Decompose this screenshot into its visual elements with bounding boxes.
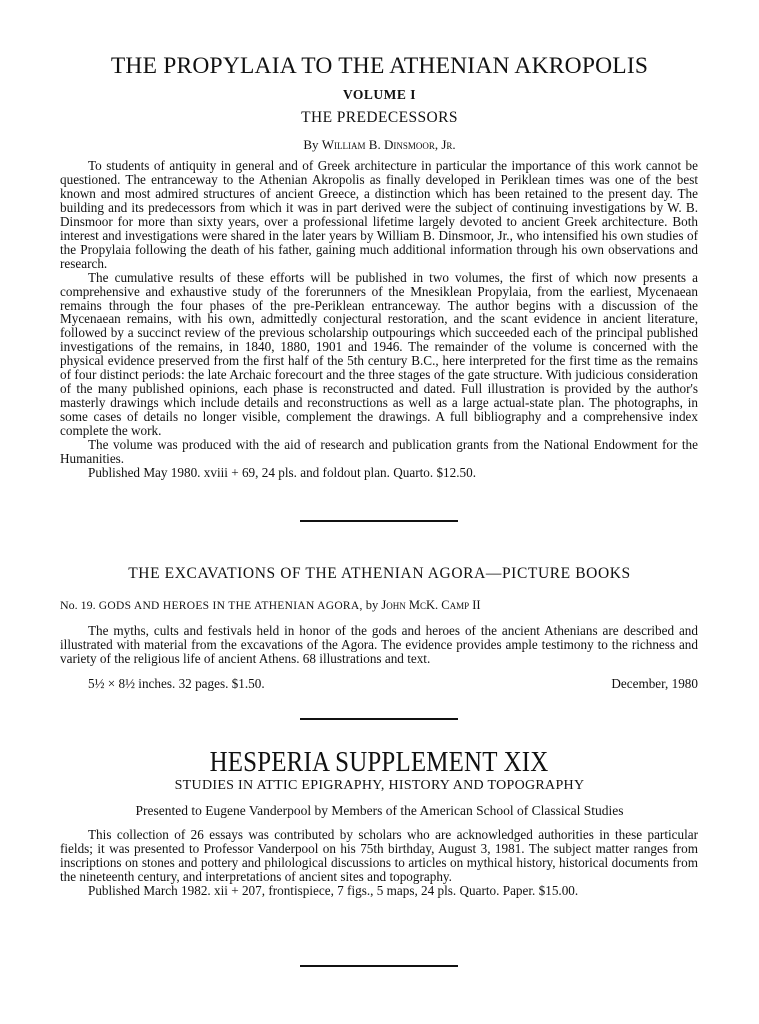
propylaia-subtitle: THE PREDECESSORS [301,109,458,126]
hesperia-publication-info: Published March 1982. xii + 207, frontispiece, 7 figs., 5 maps, 24 pls. Quarto. Paper. $15.00. [88,882,579,898]
agora-by-label: by [365,598,379,612]
agora-book-heading [60,598,698,613]
agora-series-title: THE EXCAVATIONS OF THE ATHENIAN AGORA—PICTURE BOOKS [128,565,631,582]
agora-publication-date: December, 1980 [611,676,698,691]
propylaia-author: William B. Dinsmoor, Jr. [321,137,456,152]
hesperia-title-text: HESPERIA SUPPLEMENT XIX [210,746,549,778]
propylaia-paragraph: The cumulative results of these efforts will be published in two volumes, the first of which now presents a comprehensive and exhaustive study of the forerunners of the Mnesiklean Propylaia, from the earliest, Mycenaean remains through the four phases of the pre-Periklean entranceway. The author begins with a discussion of the Mycenaean remains, with his own, admittedly conjectural restoration, and the scant evidence in ancient literature, followed by a succinct review of the previous scholarship outpourings which succeeded each of the principal published investigations of the remains, in 1840, 1880, 1901 and 1946. The remainder of the volume is concerned with the physical evidence preserved from the first half of the 5th century B.C., here interpreted for the first time as the remains of four distinct periods: the late Archaic forecourt and the three stages of the gate structure. With judicious consideration of the many published opinions, each phase is reconstructed and dated. Full illustration is provided by the author's masterly drawings which include details and reconstructions as well as a large actual-state plan. The photographs, in some cases of details no longer visible, complement the drawings. A full bibliography and a comprehensive index complete the work. [60,269,698,439]
section-divider [300,965,458,967]
hesperia-paragraph: This collection of 26 essays was contributed by scholars who are acknowledged authorities in these particular fields; it was presented to Professor Vanderpool on his 75th birthday, August 3, 1981. The subject matter ranges from inscriptions on stones and pottery and philological discussions to articles on mythical history, historical documents from the nineteenth century, and interpretations of ancient sites and topography. [60,827,698,884]
section-divider [300,718,458,720]
agora-book-title: GODS AND HEROES IN THE ATHENIAN AGORA, [98,600,363,612]
propylaia-title: THE PROPYLAIA TO THE ATHENIAN AKROPOLIS [110,53,649,79]
byline-prefix: By [303,137,319,152]
propylaia-byline [0,137,759,153]
hesperia-subtitle: STUDIES IN ATTIC EPIGRAPHY, HISTORY AND TOPOGRAPHY [174,778,585,793]
agora-description [60,624,698,666]
propylaia-paragraph: The volume was produced with the aid of research and publication grants from the National Endowment for the Humanities. [60,437,698,467]
agora-paragraph: The myths, cults and festivals held in honor of the gods and heroes of the ancient Athenians are described and illustrated with material from the excavations of the Agora. The evidence provides ample testimony to the richness and variety of the religious life of ancient Athens. 68 illustrations and text. [60,623,698,666]
agora-book-details: 5½ × 8½ inches. 32 pages. $1.50. [88,676,265,691]
propylaia-description [60,159,698,480]
hesperia-title [0,746,759,779]
hesperia-dedication: Presented to Eugene Vanderpool by Members of the American School of Classical Studies [135,803,624,818]
agora-book-author: John McK. Camp II [381,598,481,612]
propylaia-volume: VOLUME I [342,87,417,102]
section-divider [300,520,458,522]
hesperia-description [60,828,698,898]
propylaia-paragraph: To students of antiquity in general and of Greek architecture in particular the importance of this work cannot be questioned. The entranceway to the Athenian Akropolis as finally developed in Periklean times was one of the best known and most admired structures of ancient Greece, a distinction which has been retained to the present day. The building and its predecessors from which it was in part derived were the subject of continuing investigations by W. B. Dinsmoor for more than sixty years, over a professional lifetime largely devoted to ancient Greek architecture. Both interest and investigations were shared in the later years by William B. Dinsmoor, Jr., who intensified his own studies of the Propylaia following the death of his father, gaining much additional information through his own observations and research. [60,158,698,271]
propylaia-publication-info: Published May 1980. xviii + 69, 24 pls. and foldout plan. Quarto. $12.50. [88,464,477,480]
agora-book-number: No. 19. [60,598,96,612]
